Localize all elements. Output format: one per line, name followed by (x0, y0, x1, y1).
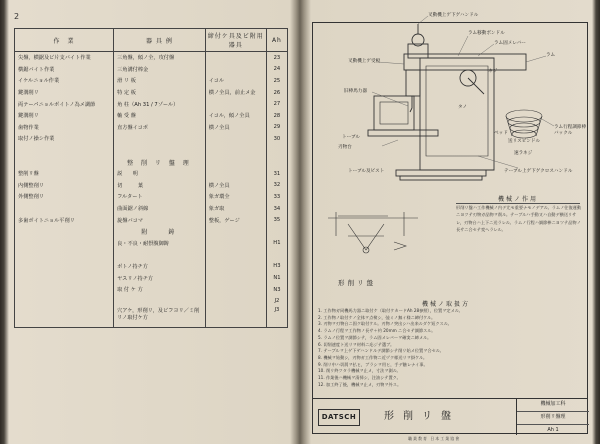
row-tools (114, 295, 206, 307)
row-fixture (205, 295, 266, 307)
row-code (266, 156, 287, 168)
instruction-item: 9. 削リ中ハ切屑ヲ払ヒ，ブラシヲ用ヒ，手デ触レナイ事。 (318, 361, 428, 367)
row-work (15, 249, 114, 261)
section-a-title: 機械ノ作用 (456, 194, 580, 204)
row-fixture: 横ノ全具，前止メ金 (205, 87, 266, 99)
label-b3: 刃物台 (338, 145, 352, 150)
table-row (15, 214, 288, 226)
row-work: 取付ノ操シ作業 (15, 133, 114, 145)
row-code: 31 (266, 168, 287, 180)
section-b-title: 機械ノ取扱方 (421, 301, 470, 308)
publisher-footer: 職業教育 日本工業協會 (408, 436, 461, 441)
row-tools (114, 249, 206, 261)
instruction-item: 5. ラムノ位置ヲ調節シテ，ラム固メレバーヲ確実ニ締メル。 (318, 334, 432, 340)
row-work: イケルニョル作業 (15, 75, 114, 87)
instruction-item: 2. 工作物ノ取付ケノ全体ヲ点検シ，弛ミノ無イ様ニ締付ケル。 (318, 314, 436, 320)
row-code (266, 249, 287, 261)
row-code: 28 (266, 110, 287, 122)
table-row (15, 168, 288, 180)
section-a-text: 形削リ盤ハ工作機械ノ内デ尤モ重要ナモノデアル。ラムノ往復運動ニヨツテ刃物ガ品物ヲ削ル。テーブルハ手動又ハ自動デ横送リサレ，刃物台ハ上下ニ送ラレル。ラムノ行程ハ調節棒ニヨツテ品物ノ長サニ合セテ変ヘラレル。 (456, 205, 582, 232)
row-fixture (205, 261, 266, 273)
row-fixture (205, 284, 266, 296)
row-tools: 取 付 ケ 方 (114, 284, 206, 296)
row-tools: 曲面鋸ノ斜線 (114, 203, 206, 215)
row-tools: ボトノ持チ方 (114, 261, 206, 273)
row-fixture: 整板，ゲージ (205, 214, 266, 226)
row-tools: 旋盤バコマ (114, 214, 206, 226)
row-work: 外側整削リ (15, 191, 114, 203)
header-work: 作 業 (15, 29, 114, 52)
row-fixture: イコル，傾ノ全具 (205, 110, 266, 122)
title-block (312, 398, 588, 435)
row-fixture (205, 98, 266, 110)
row-work (15, 272, 114, 284)
row-work: 内側整削リ (15, 180, 114, 192)
row-code: 34 (266, 203, 287, 215)
row-work (15, 238, 114, 250)
row-fixture: 象ガ環全 (205, 191, 266, 203)
table-row (15, 64, 288, 76)
row-tools: 三角盤，傾ノ全，攻付盤 (114, 52, 206, 64)
table-row (15, 272, 288, 284)
label-b4: テーブル上ゲ下ゲクロスハンドル (504, 169, 573, 174)
row-fixture (205, 145, 266, 157)
label-r1: ラム (546, 53, 556, 58)
table-row (15, 87, 288, 99)
row-work: 尖盤，横鋸及ビ片支バイト作業 (15, 52, 114, 64)
row-tools (114, 133, 206, 145)
row-tools: 軸 受 盤 (114, 110, 206, 122)
row-fixture (205, 238, 266, 250)
row-fixture (205, 52, 266, 64)
row-code: 23 (266, 52, 287, 64)
instruction-item: 4. ラムノ行程ヲ工作物ノ長サ＋約 20mm ニ合セテ調節スル。 (318, 328, 436, 334)
label-top2: ラム移動ボンドル (468, 31, 505, 36)
row-work (15, 203, 114, 215)
row-code: 33 (266, 191, 287, 203)
row-work (15, 307, 114, 328)
title-box-1: 機械加工科 (517, 399, 589, 412)
instruction-item: 7. テーブルヲ上ゲ下ゲハンドルデ調節シテ削リ始メ位置ヲ合セル。 (318, 348, 444, 354)
instruction-item: 6. 切削速度ト送リヲ材料ニ応ジテ選ブ。 (318, 341, 395, 347)
row-fixture: 横ノ全具 (205, 122, 266, 134)
row-tools: 角 柱（Ah 31 / 7ゾール） (114, 98, 206, 110)
table-row (15, 307, 288, 328)
operations-table (14, 28, 288, 328)
row-code: J2 (266, 295, 287, 307)
row-work (15, 226, 114, 238)
label-r2: ラム行程調節棒バックル (554, 125, 587, 136)
row-work (15, 156, 114, 168)
table-row (15, 284, 288, 296)
row-tools: 切 葉 (114, 180, 206, 192)
datsch-logo: DATSCH (318, 409, 360, 426)
row-work: 多歯ボイトニョル平削リ (15, 214, 114, 226)
row-tools: 整 削 リ 盤 理 (114, 156, 206, 168)
table-row (15, 203, 288, 215)
label-b9: タノ (458, 105, 468, 110)
label-b7: 速ラネジ (514, 151, 533, 156)
row-fixture (205, 168, 266, 180)
row-fixture (205, 226, 266, 238)
row-work: 鍵溝削リ (15, 87, 114, 99)
row-code (266, 226, 287, 238)
table-row (15, 180, 288, 192)
row-fixture (205, 307, 266, 328)
table-row (15, 156, 288, 168)
row-tools: 附 鋳 (114, 226, 206, 238)
row-work: 鍵溝削リ (15, 110, 114, 122)
row-work: 歯物作業 (15, 122, 114, 134)
diagram2-label: 形削リ盤 (338, 279, 376, 287)
instruction-item: 10. 削リ終ツタラ機械ヲ止メ，寸法ヲ測ル。 (318, 368, 401, 374)
label-top3: ラム固メレバー (494, 41, 526, 46)
instruction-item: 12. 加工終了後，機械ヲ止メ，刃物ヲ外ス。 (318, 381, 402, 387)
row-fixture: イコル (205, 75, 266, 87)
instruction-item: 11. 作業後ハ機械ヲ清掃シ，注油シテ置ク。 (318, 375, 401, 381)
label-b8: ベッド (494, 131, 508, 136)
row-work: 整削リ盤 (15, 168, 114, 180)
table-row (15, 295, 288, 307)
row-work: 横鋸バイト作業 (15, 64, 114, 76)
row-tools: フルタート (114, 191, 206, 203)
table-row (15, 98, 288, 110)
row-code: 24 (266, 64, 287, 76)
row-code: H3 (266, 261, 287, 273)
row-work (15, 145, 114, 157)
row-code: 26 (266, 87, 287, 99)
row-tools: ヤスリノ持チ方 (114, 272, 206, 284)
row-tools: 説 明 (114, 168, 206, 180)
label-b1: ネジ (488, 69, 498, 74)
row-code (266, 145, 287, 157)
row-fixture: 象ガ取 (205, 203, 266, 215)
header-tools: 器 具 例 (114, 29, 206, 52)
row-tools: 穴アケ，形削リ，及ビフヨリ／ミ削リノ取付ケ方 (114, 307, 206, 328)
row-code: 27 (266, 98, 287, 110)
table-row (15, 261, 288, 273)
sheet-title: 形削リ盤 (384, 411, 460, 422)
row-fixture: 横ノ全具 (205, 180, 266, 192)
row-code: H1 (266, 238, 287, 250)
title-block-boxes (516, 399, 589, 435)
row-code: 30 (266, 133, 287, 145)
label-l2: 旧棒馬力器 (344, 89, 367, 94)
row-fixture (205, 249, 266, 261)
row-code: 25 (266, 75, 287, 87)
table-row (15, 133, 288, 145)
table-row (15, 75, 288, 87)
row-code: J3 (266, 307, 287, 328)
row-tools: 良・不良・耐摂腹御鋳 (114, 238, 206, 250)
title-box-3: Ah 1 (547, 426, 559, 433)
row-work: 両テーパニョルボイトノ為メ調節 (15, 98, 114, 110)
label-b2: トーブル (342, 135, 360, 140)
row-fixture (205, 64, 266, 76)
operations-table-body (15, 52, 288, 328)
table-row (15, 145, 288, 157)
table-row (15, 122, 288, 134)
right-page (308, 6, 592, 441)
row-work (15, 295, 114, 307)
table-row (15, 52, 288, 64)
instruction-item: 3. 刃物ヲ刃物台ニ固ク取付ケル。刃物ノ突出シハ出来ルダケ短クスル。 (318, 321, 452, 327)
label-b5: トーブル及ビスト (348, 169, 385, 174)
row-code: 32 (266, 180, 287, 192)
page-number: 2 (14, 12, 20, 21)
row-work (15, 284, 114, 296)
label-l1: 叉動機上ゲ受板 (348, 59, 381, 64)
instructions-list (318, 308, 580, 388)
header-fixtures: 締付ケ具及ビ附用器具 (205, 29, 266, 52)
row-tools: 滑 リ 板 (114, 75, 206, 87)
table-row (15, 226, 288, 238)
label-b6: 送リスピンドル (508, 139, 541, 144)
table-row (15, 191, 288, 203)
table-row (15, 110, 288, 122)
row-tools: 三角溝付棒金 (114, 64, 206, 76)
row-code: 35 (266, 214, 287, 226)
row-fixture (205, 133, 266, 145)
instruction-item: 1. 工作物ガ同機馬力器ニ取付ケ（取付ケカードAh 28参照），位置ヲ定メル。 (318, 308, 463, 313)
row-code: N3 (266, 284, 287, 296)
row-fixture (205, 272, 266, 284)
header-unit: Ah (266, 29, 287, 52)
row-tools: 特 定 板 (114, 87, 206, 99)
label-top1: 叉動機上ゲ下ゲハンドル (428, 13, 479, 18)
title-box-2: 形削リ盤理 (517, 412, 589, 425)
row-fixture (205, 156, 266, 168)
table-row (15, 238, 288, 250)
left-page (10, 6, 292, 438)
instruction-item: 8. 機械ヲ始動シ，刃物ガ工作物ニ近ヅク様送リヲ掛ケル。 (318, 354, 428, 360)
row-tools (114, 145, 206, 157)
row-code: N1 (266, 272, 287, 284)
row-code: 29 (266, 122, 287, 134)
table-row (15, 249, 288, 261)
row-work (15, 261, 114, 273)
row-tools: 直方盤イコボ (114, 122, 206, 134)
